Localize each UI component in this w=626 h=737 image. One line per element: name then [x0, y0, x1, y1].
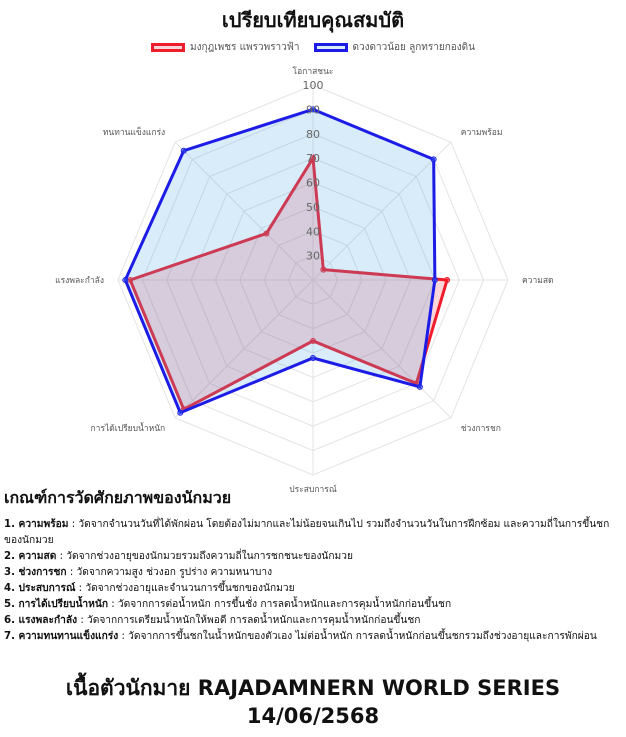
tick-label: 40	[306, 225, 320, 239]
radar-chart	[0, 58, 626, 495]
tick-label: 50	[306, 200, 320, 214]
axis-label: การได้เปรียบน้ำหนัก	[90, 423, 166, 434]
legend-item-series-1[interactable]	[151, 40, 300, 55]
legend-swatch-series-2	[314, 43, 348, 52]
criteria-item-desc: : วัดจากช่วงอายุของนักมวยรวมถึงความถี่ในการชกชนะของนักมวย	[59, 551, 353, 562]
axis-label: ความสด	[522, 276, 554, 286]
criteria-item-name: 7. ความทนทานแข็งแกร่ง	[4, 631, 119, 642]
series-2-point	[432, 278, 437, 283]
series-2-area	[125, 109, 435, 412]
criteria-item-desc: : วัดจากช่วงอายุและจำนวนการขึ้นชกของนักมวย	[78, 583, 295, 594]
axis-label: ทนทานแข็งแกร่ง	[102, 128, 166, 139]
legend-label-series-2: ดวงดาวน้อย ลูกทรายกองดิน	[352, 42, 475, 53]
tick-label: 60	[306, 176, 320, 190]
series-2-point	[311, 356, 316, 361]
tick-label: 70	[306, 152, 320, 166]
criteria-item-desc: : วัดจากการเตรียมน้ำหนักให้พอดี การลดน้ำหนักและการคุมน้ำหนักก่อนขึ้นชก	[80, 615, 421, 626]
criteria-item-name: 4. ประสบการณ์	[4, 583, 76, 594]
criteria-heading: เกณฑ์การวัดศักยภาพของนักมวย	[4, 488, 232, 507]
criteria-item-name: 3. ช่วงการชก	[4, 567, 67, 578]
legend-label-series-1: มงกุฎเพชร แพรวพราวฟ้า	[189, 42, 300, 53]
series-2-point	[181, 148, 186, 153]
series-2-point	[178, 410, 183, 415]
series-1-point	[445, 278, 450, 283]
chart-title: เปรียบเทียบคุณสมบัติ	[221, 8, 405, 32]
series-2-point	[123, 278, 128, 283]
tick-label: 90	[306, 103, 320, 117]
criteria-item	[4, 613, 620, 629]
criteria-item-name: 1. ความพร้อม	[4, 519, 69, 530]
criteria-item-name: 6. แรงพละกำลัง	[4, 615, 78, 626]
series-2-point	[431, 157, 436, 162]
tick-label: 80	[306, 127, 320, 141]
tick-label: 30	[306, 249, 320, 263]
criteria-list	[4, 517, 620, 645]
series-2-point	[417, 384, 422, 389]
footer-date: 14/06/2568	[246, 704, 380, 728]
legend-swatch-series-1	[151, 43, 185, 52]
criteria-item-desc: : วัดจากการขึ้นชกในน้ำหนักของตัวเอง ไม่ต่อน้ำหนัก การลดน้ำหนักก่อนขึ้นชกรวมถึงช่วงอายุและการพักผ่อน	[121, 631, 597, 642]
criteria-item-desc: : วัดจากจำนวนวันที่ได้พักผ่อน โดยต้องไม่มากและไม่น้อยจนเกินไป รวมถึงจำนวนวันในการฝึกซ้อม และความถี่ในการขึ้นชกของนักมวย	[4, 519, 610, 546]
chart-legend	[0, 40, 626, 55]
criteria-item-name: 5. การได้เปรียบน้ำหนัก	[4, 599, 108, 610]
footer-event-name: เนื้อตัวนักมาย RAJADAMNERN WORLD SERIES	[65, 676, 561, 700]
criteria-item	[4, 517, 620, 549]
legend-item-series-2[interactable]	[314, 40, 476, 55]
axis-label: ประสบการณ์	[289, 485, 337, 495]
criteria-item	[4, 629, 620, 645]
criteria-item-desc: : วัดจากการต่อน้ำหนัก การขึ้นชั่ง การลดน้ำหนักและการคุมน้ำหนักก่อนขึ้นชก	[111, 599, 452, 610]
tick-label: 100	[302, 79, 324, 92]
axis-label: ช่วงการชก	[460, 423, 501, 434]
criteria-item-name: 2. ความสด	[4, 551, 57, 562]
axis-label: ความพร้อม	[460, 128, 503, 139]
criteria-item	[4, 565, 620, 581]
criteria-item	[4, 549, 620, 565]
axis-label: แรงพละกำลัง	[55, 276, 104, 286]
criteria-item-desc: : วัดจากความสูง ช่วงอก รูปร่าง ความหนาบาง	[69, 567, 273, 578]
axis-label: โอกาสชนะ	[292, 67, 334, 77]
criteria-item	[4, 597, 620, 613]
criteria-item	[4, 581, 620, 597]
footer	[0, 674, 626, 730]
criteria-section	[4, 486, 620, 645]
